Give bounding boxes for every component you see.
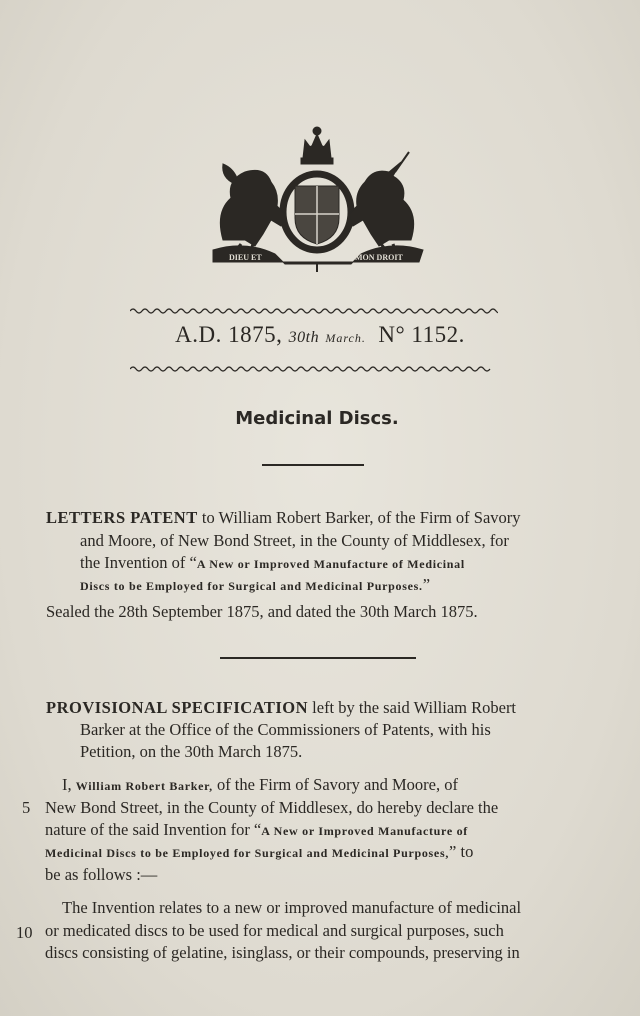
declaration-title-part-1: A New or Improved Manufacture of (261, 824, 468, 838)
letters-patent-line-1-text: to William Robert Barker, of the Firm of Savory (197, 508, 521, 527)
declaration-title-part-2: Medicinal Discs to be Employed for Surgical and Medicinal Purposes, (45, 846, 450, 860)
declarant-name: William Robert Barker, (75, 779, 213, 793)
letters-patent-line-1 (46, 507, 521, 530)
section-divider (220, 657, 416, 659)
line-number-10: 10 (16, 923, 33, 942)
document-title: Medicinal Discs. (235, 408, 399, 429)
letters-patent-line-2: and Moore, of New Bond Street, in the County of Middlesex, for (80, 531, 509, 550)
invention-title-part-1: A New or Improved Manufacture of Medicinal (196, 557, 465, 571)
provisional-lead: PROVISIONAL SPECIFICATION (46, 698, 309, 717)
letters-patent-line-3 (80, 552, 465, 576)
heading-date: 30th (288, 329, 320, 346)
ornamental-rule-bottom (130, 364, 492, 374)
ornamental-rule-top (130, 306, 498, 316)
heading-month: March. (325, 331, 366, 345)
provisional-line-3: Petition, on the 30th March 1875. (80, 742, 303, 761)
provisional-line-1 (46, 697, 516, 720)
patent-heading (0, 322, 640, 348)
provisional-line-2: Barker at the Office of the Commissioners of Patents, with his (80, 720, 491, 739)
declaration-line-3 (45, 819, 468, 843)
provisional-line-1-text: left by the said William Robert (308, 698, 517, 717)
declaration-line-2: New Bond Street, in the County of Middlesex, do hereby declare the (45, 798, 499, 817)
letters-patent-lead: LETTERS PATENT (46, 508, 198, 527)
heading-number: N° 1152. (378, 322, 465, 347)
letters-patent-line-4-end: ” (422, 575, 431, 594)
declaration-line-1-start: I, (62, 775, 76, 794)
motto-right: MON DROIT (355, 253, 403, 262)
declaration-line-3-start: nature of the said Invention for “ (45, 820, 262, 839)
letters-patent-line-4 (80, 574, 430, 598)
royal-coat-of-arms-icon (205, 122, 430, 272)
declaration-line-4-end: ” to (449, 842, 474, 861)
letters-patent-line-3-start: the Invention of “ (80, 553, 197, 572)
declaration-line-5: be as follows :— (45, 865, 158, 884)
line-number-5: 5 (22, 798, 31, 817)
declaration-line-4 (45, 841, 473, 865)
body-line-2: or medicated discs to be used for medical and surgical purposes, such (45, 921, 504, 940)
declaration-line-1-text: of the Firm of Savory and Moore, of (212, 775, 458, 794)
heading-ad: A.D. 1875, (175, 322, 283, 347)
sealed-line: Sealed the 28th September 1875, and dated the 30th March 1875. (46, 602, 478, 621)
declaration-line-1 (62, 774, 458, 798)
body-line-1: The Invention relates to a new or improved manufacture of medicinal (62, 898, 522, 917)
title-divider (262, 464, 364, 466)
body-line-3: discs consisting of gelatine, isinglass, or their compounds, preserving in (45, 943, 520, 962)
invention-title-part-2: Discs to be Employed for Surgical and Medicinal Purposes. (80, 579, 423, 593)
motto-left: DIEU ET (229, 253, 262, 262)
